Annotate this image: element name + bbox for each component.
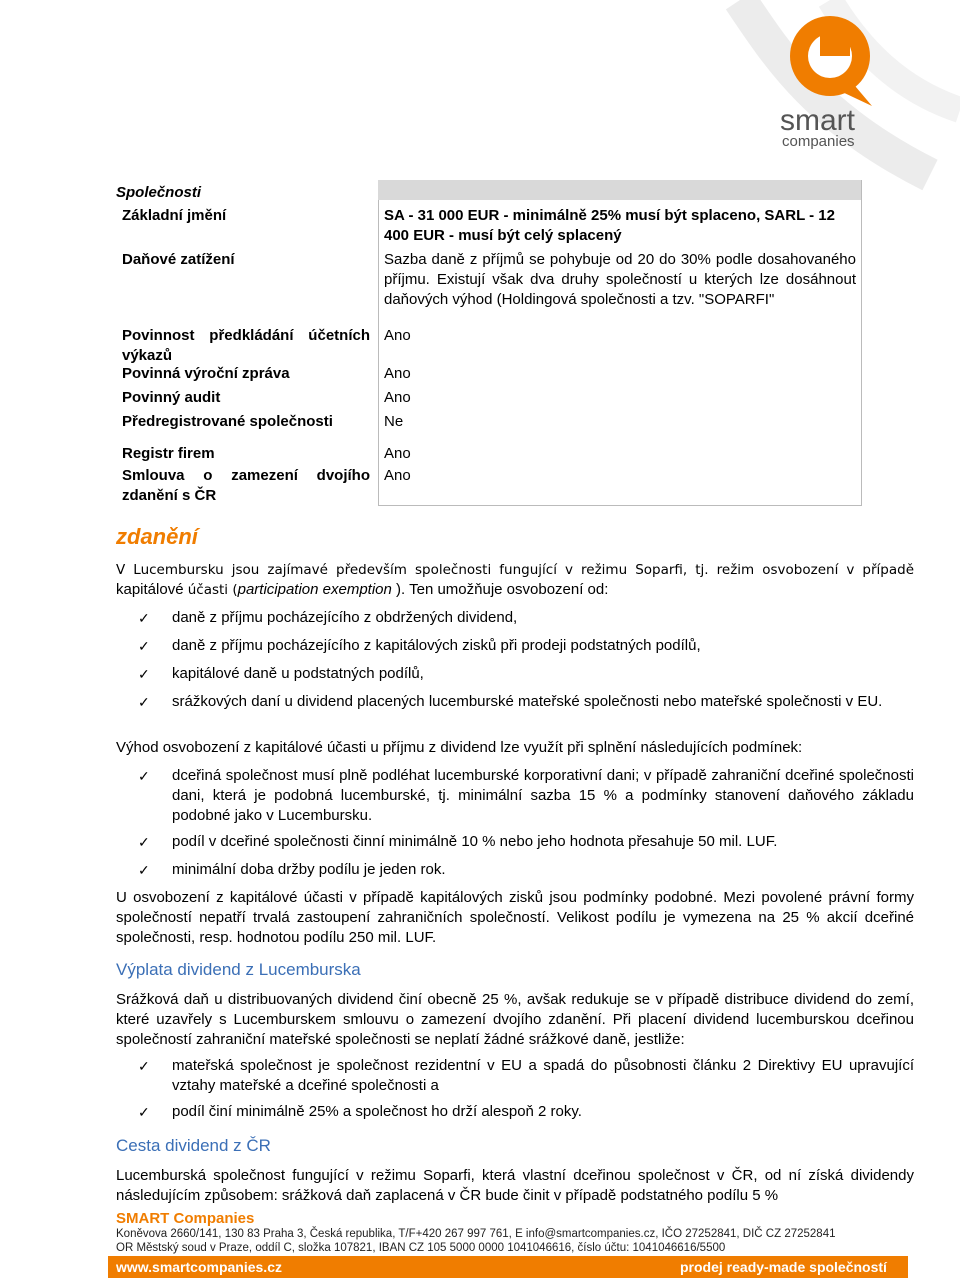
checkmark-icon: ✓ bbox=[138, 768, 150, 784]
row-value-treaty: Ano bbox=[384, 467, 411, 484]
row-label-annual-report: Povinná výroční zpráva bbox=[122, 365, 290, 382]
heading-taxation: zdanění bbox=[116, 524, 198, 549]
dividend-paragraph: Srážková daň u distribuovaných dividend činí obecně 25 %, avšak redukuje se v případě distribuce dividend do zemí, které uzavřely s Lucemburskem smlouvu o zamezení dvojího zdanění. Při placení dividend lucemburskou dceřinou společností zahraniční mateřské společnosti se neplatí žádné srážkové daně, jestliže: bbox=[116, 991, 914, 1048]
row-label-registry: Registr firem bbox=[122, 445, 215, 462]
row-label-tax: Daňové zatížení bbox=[122, 251, 235, 268]
intro-paragraph bbox=[116, 560, 914, 600]
footer-address-line: Koněvova 2660/141, 130 83 Praha 3, Česká republika, T/F+420 267 997 761, E info@smartcompanies.cz, IČO 27252841, DIČ CZ 27252841 bbox=[116, 1228, 836, 1240]
intro-text-5: ). Ten umožňuje osvobození od: bbox=[396, 581, 609, 598]
footer-company-name: SMART Companies bbox=[116, 1210, 255, 1227]
section-title: Společnosti bbox=[116, 184, 202, 201]
row-value-accounts: Ano bbox=[384, 327, 411, 344]
row-label-treaty: Smlouva o zamezení dvojího zdanění s ČR bbox=[122, 467, 370, 504]
row-value-preregistered: Ne bbox=[384, 413, 404, 430]
checkmark-icon: ✓ bbox=[138, 694, 150, 710]
logo-word-smart: smart bbox=[780, 104, 855, 137]
checkmark-icon: ✓ bbox=[138, 834, 150, 850]
logo-word-companies: companies bbox=[782, 133, 855, 150]
footer-registry-line: OR Městský soud v Praze, oddíl C, složka 107821, IBAN CZ 105 5000 0000 1041046616, číslo účtu: 1041046616/5500 bbox=[116, 1242, 726, 1254]
conditions-paragraph: Výhod osvobození z kapitálové účasti u příjmu z dividend lze využít při splnění následujících podmínek: bbox=[116, 739, 803, 756]
checkmark-icon: ✓ bbox=[138, 862, 150, 878]
row-value-registry: Ano bbox=[384, 445, 411, 462]
table-divider bbox=[378, 200, 379, 506]
row-value-tax: Sazba daně z příjmů se pohybuje od 20 do 30% podle dosahovaného příjmu. Existují však dva druhy společností u kterých lze dosáhnout daňových výhod (Holdingová společnosti a tzv. "SOPARFI" bbox=[384, 251, 856, 308]
heading-dividend-payout: Výplata dividend z Lucemburska bbox=[116, 960, 361, 979]
header-shade bbox=[378, 180, 862, 200]
row-label-preregistered: Předregistrované společnosti bbox=[122, 413, 333, 430]
row-label-audit: Povinný audit bbox=[122, 389, 221, 406]
footer-tagline: prodej ready-made společností bbox=[680, 1259, 887, 1275]
table-border-right bbox=[861, 180, 862, 506]
intro-text-1: V Lucembursku jsou zajímavé především společnosti fungující v režimu Soparfi, tj. režim osvobození v případě bbox=[116, 562, 914, 578]
heading-cz-dividend: Cesta dividend z ČR bbox=[116, 1136, 271, 1155]
capital-gains-paragraph: U osvobození z kapitálové účasti v případě kapitálových zisků jsou podmínky podobné. Mezi povolené právní formy společností nepatří trvalá zastoupení zahraničních společností. Velikost podílu je vymezena na 25 % akcií dceřiné společnosti, resp. hodnotou podílu 250 mil. LUF. bbox=[116, 889, 914, 946]
checkmark-icon: ✓ bbox=[138, 1104, 150, 1120]
row-label-capital: Základní jmění bbox=[122, 207, 227, 224]
row-value-annual-report: Ano bbox=[384, 365, 411, 382]
checkmark-icon: ✓ bbox=[138, 1058, 150, 1074]
cz-paragraph: Lucemburská společnost fungující v režimu Soparfi, která vlastní dceřinou společnost v ČR, od ní získá dividendy následujícím způsobem: srážková daň zaplacená v ČR bude činit v případě podstatného podílu 5 % bbox=[116, 1167, 914, 1204]
checkmark-icon: ✓ bbox=[138, 638, 150, 654]
checkmark-icon: ✓ bbox=[138, 666, 150, 682]
table-section-header bbox=[116, 180, 862, 206]
checkmark-icon: ✓ bbox=[138, 610, 150, 626]
row-value-audit: Ano bbox=[384, 389, 411, 406]
intro-text-3: účasti ( bbox=[187, 582, 238, 598]
row-label-accounts: Povinnost předkládání účetních výkazů bbox=[122, 327, 370, 364]
table-border-bottom bbox=[378, 505, 862, 506]
intro-text-2: kapitálové bbox=[116, 581, 184, 598]
intro-text-italic: participation exemption bbox=[237, 581, 392, 598]
footer-website-link[interactable]: www.smartcompanies.cz bbox=[116, 1259, 282, 1275]
row-value-capital: SA - 31 000 EUR - minimálně 25% musí být splaceno, SARL - 12 400 EUR - musí být celý splacený bbox=[384, 207, 835, 244]
